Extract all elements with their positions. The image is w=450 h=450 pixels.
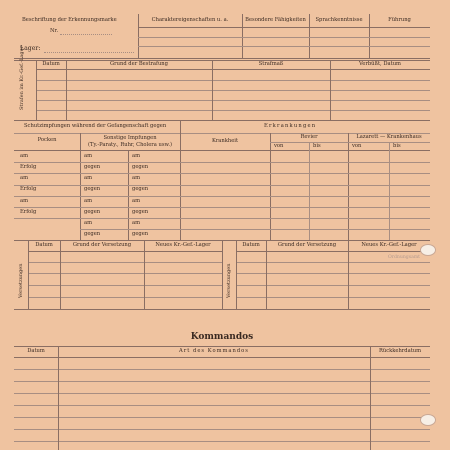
grid-line	[36, 69, 430, 70]
grid-line	[28, 285, 222, 286]
pocken-row-label: am	[20, 175, 29, 181]
grid-line	[66, 60, 67, 120]
grid-line	[14, 150, 430, 151]
grid-line	[138, 37, 430, 38]
grid-line	[14, 381, 430, 382]
kommandos-art-header: Art des Kommandos	[179, 348, 249, 354]
char-header: Charaktereigenschaften u. a.	[151, 17, 229, 23]
grid-line	[236, 240, 237, 309]
punch-hole	[420, 414, 436, 426]
impf-right-label: am	[132, 198, 141, 204]
lager-field[interactable]	[44, 52, 134, 53]
grid-line	[330, 60, 331, 120]
pocken-row-label: Erfolg	[20, 186, 37, 192]
faehig-header: Besondere Fähigkeiten	[245, 17, 306, 23]
verbuesst-header: Verbüßt, Datum	[359, 61, 401, 67]
grid-line	[14, 369, 430, 370]
revier-von: von	[274, 143, 284, 149]
impf-right-label: gegen	[132, 164, 149, 170]
strafmass-header: Strafmaß	[258, 61, 284, 67]
lazarett-bis: bis	[393, 143, 401, 149]
grid-line	[28, 251, 222, 252]
kommandos-title: Kommandos	[190, 332, 254, 342]
impf-mid-label: am	[84, 220, 93, 226]
grid-line	[14, 120, 430, 121]
grid-line	[28, 297, 222, 298]
grid-line	[28, 273, 222, 274]
grid-line	[266, 240, 267, 309]
grid-line	[36, 110, 430, 111]
strafen-side-label: Strafen im Kr.-Gef.-Lager	[19, 46, 25, 110]
impf-right-label: gegen	[132, 186, 149, 192]
grid-line	[389, 142, 390, 240]
grid-line	[36, 90, 430, 91]
grid-line	[36, 100, 430, 101]
grid-line	[14, 429, 430, 430]
nr-field[interactable]	[60, 34, 112, 35]
versetzung-neues-header: Neues Kr.-Gef.-Lager	[361, 242, 417, 248]
versetzungen-side-label-right: Versetzungen	[226, 263, 232, 298]
grid-line	[212, 60, 213, 120]
faint-stamp-text: Ordnungsamt	[388, 255, 421, 260]
kommandos-datum-header: Datum	[27, 348, 45, 354]
impf-mid-label: gegen	[84, 164, 101, 170]
sprach-header: Sprachkenntnisse	[315, 17, 363, 23]
id-mark-label: Beschriftung der Erkennungsmarke	[22, 17, 117, 23]
grid-line	[80, 133, 81, 240]
versetzung-grund-header: Grund der Versetzung	[277, 242, 337, 248]
grid-line	[60, 240, 61, 309]
grid-line	[14, 58, 430, 59]
revier-header: Revier	[300, 134, 318, 140]
grid-line	[28, 240, 29, 309]
grid-line	[270, 133, 271, 240]
versetzungen-side-label-left: Versetzungen	[18, 263, 24, 298]
lazarett-header: Lazarett — Krankenhaus	[356, 134, 422, 140]
pocken-row-label: Erfolg	[20, 209, 37, 215]
grid-line	[348, 133, 349, 240]
impf-mid-label: am	[84, 153, 93, 159]
impf-right-label: am	[132, 175, 141, 181]
grid-line	[128, 150, 129, 240]
impf-right-label: am	[132, 220, 141, 226]
krankheit-header: Krankheit	[211, 138, 239, 144]
impf-mid-label: gegen	[84, 231, 101, 237]
lager-label: Lager:	[20, 45, 41, 52]
grid-line	[270, 142, 430, 143]
grid-line	[14, 162, 430, 163]
versetzung-grund-header: Grund der Versetzung	[72, 242, 132, 248]
grid-line	[14, 346, 430, 347]
grid-line	[144, 240, 145, 309]
grid-line	[370, 346, 371, 450]
grid-line	[138, 46, 430, 47]
erkrankungen-title: Erkrankungen	[264, 123, 317, 129]
grid-line	[14, 357, 430, 358]
impf-mid-label: am	[84, 198, 93, 204]
grid-line	[309, 142, 310, 240]
impf-mid-label: am	[84, 175, 93, 181]
impf-mid-label: gegen	[84, 186, 101, 192]
strafen-datum-header: Datum	[42, 61, 60, 67]
impf-right-label: gegen	[132, 209, 149, 215]
versetzung-datum-header: Datum	[35, 242, 53, 248]
grid-line	[80, 229, 430, 230]
lazarett-von: von	[352, 143, 362, 149]
grid-line	[36, 60, 37, 120]
grid-line	[36, 80, 430, 81]
grid-line	[14, 393, 430, 394]
grid-line	[28, 262, 222, 263]
pocken-row-label: am	[20, 198, 29, 204]
grid-line	[14, 441, 430, 442]
sonstige-header-line1: Sonstige Impfungen	[103, 135, 157, 141]
versetzung-neues-header: Neues Kr.-Gef.-Lager	[155, 242, 211, 248]
rueckkehr-header: Rückkehrdatum	[378, 348, 422, 354]
pocken-row-label: Erfolg	[20, 164, 37, 170]
impf-title: Schutzimpfungen während der Gefangenschaft gegen	[24, 123, 167, 129]
pocken-row-label: am	[20, 153, 29, 159]
grid-line	[14, 207, 430, 208]
grid-line	[14, 218, 430, 219]
impf-mid-label: gegen	[84, 209, 101, 215]
grid-line	[138, 27, 430, 28]
grid-line	[222, 240, 223, 309]
strafen-grund-header: Grund der Bestrafung	[110, 61, 168, 67]
revier-bis: bis	[313, 143, 321, 149]
punch-hole	[420, 244, 436, 256]
fuehrung-header: Führung	[388, 17, 411, 23]
grid-line	[14, 417, 430, 418]
grid-line	[58, 346, 59, 450]
grid-line	[348, 240, 349, 309]
sonstige-header-line2: (Ty.-Paraty., Ruhr, Cholera usw.)	[88, 142, 172, 148]
grid-line	[14, 405, 430, 406]
grid-line	[14, 196, 430, 197]
nr-label: Nr.	[50, 28, 59, 34]
impf-right-label: am	[132, 153, 141, 159]
impf-right-label: gegen	[132, 231, 149, 237]
pocken-header: Pocken	[37, 137, 57, 143]
versetzung-datum-header: Datum	[242, 242, 260, 248]
grid-line	[14, 173, 430, 174]
grid-line	[14, 185, 430, 186]
grid-line	[14, 309, 430, 310]
